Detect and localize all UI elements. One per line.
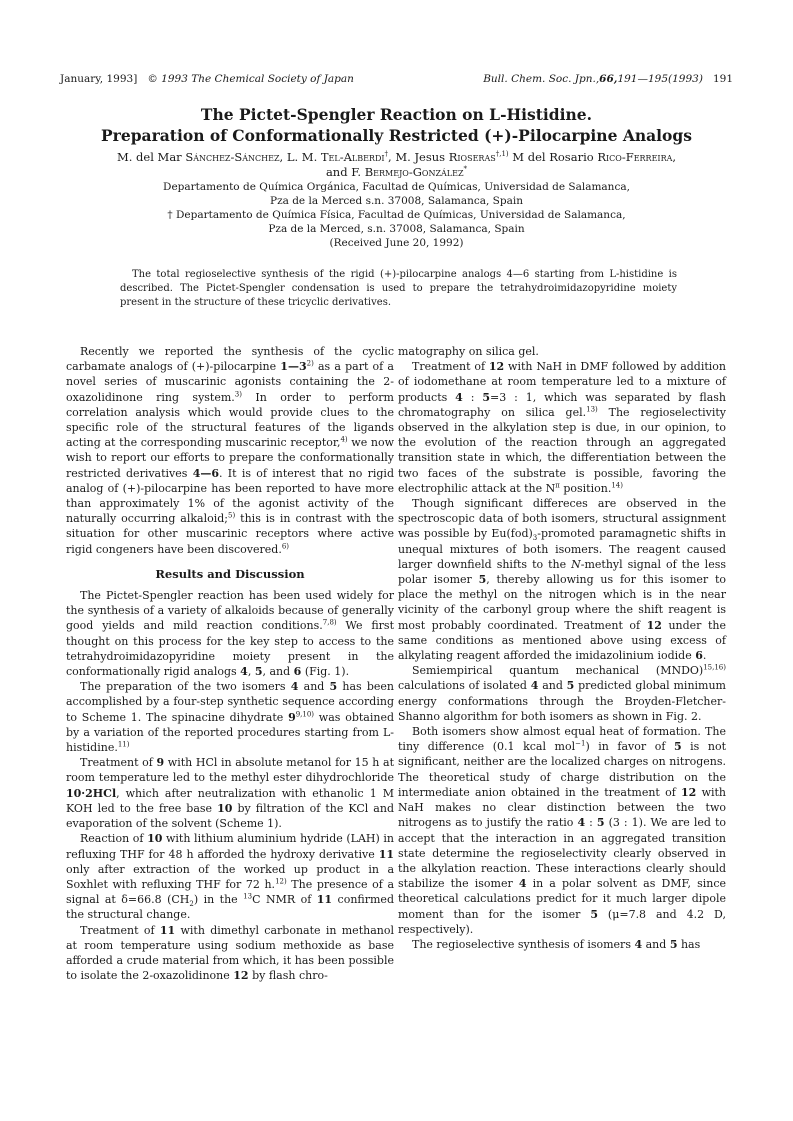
journal-name: Bull. Chem. Soc. Jpn., (483, 73, 600, 85)
running-header (60, 72, 733, 86)
affiliation-line: Pza de la Merced, s.n. 37008, Salamanca, Spain (268, 223, 525, 235)
issue-date: January, 1993] (60, 73, 138, 85)
title-line-2: Preparation of Conformationally Restricted (+)-Pilocarpine Analogs (101, 126, 692, 145)
page-number: 191 (712, 73, 733, 85)
body-column-left (66, 344, 394, 983)
paragraph: Treatment of 9 with HCl in absolute metanol for 15 h at room temperature led to the methyl ester dihydrochloride 10·2HCl, which after neutralization with ethanolic 1 M KOH led to the free base 10 by filtration of the KCl and evaporation of the solvent (Scheme 1). (66, 756, 395, 831)
author-surname: Rico-Ferreira (597, 150, 673, 164)
affiliation-mark: †,1) (495, 150, 509, 159)
paragraph: Reaction of 10 with lithium aluminium hydride (LAH) in refluxing THF for 48 h afforded the hydroxy derivative 11 only after extraction of the worked up product in a Soxhlet with refluxing THF for 72 h.$^{12)}$ The presence of a signal at δ=66.8 $(CH_2)$ in the $^{13}$C NMR of 11 confirmed the structural change. (66, 832, 394, 922)
title-line-1: The Pictet-Spengler Reaction on L-Histidine. (200, 105, 593, 124)
journal-pages: 191—195(1993) (617, 73, 703, 85)
author-surname: Rioseras (448, 150, 496, 164)
paragraph: The regioselective synthesis of isomers 4 and 5 has (412, 937, 701, 951)
paragraph: Recently we reported the synthesis of the cyclic carbamate analogs of (+)-pilocarpine 1—3$^{2)}$ as a part of a novel series of muscarinic agonists containing the 2-oxazolidinone ring system.$^{3)}$ In order to perform correlation analysis which would provide clues to the specific role of the structural features of the ligands acting at the corresponding muscarinic receptor,$^{4)}$ we now wish to report our efforts to prepare the conformationally restricted derivatives 4—6. It is of interest that no rigid analog of (+)-pilocarpine has been reported to have more than approximately 1% of the agonist activity of the naturally occurring alkaloid;$^{5)}$ this is in contrast with the situation for other muscarinic receptors where active rigid congeners have been discovered.$^{6)}$ (66, 345, 395, 556)
author-surname: Tel-Alberdi (320, 150, 385, 164)
paragraph: The Pictet-Spengler reaction has been used widely for the synthesis of a variety of alkaloids because of generally good yields and mild reaction conditions.$^{7,8)}$ We first thought on this process for the key step to access to the tetrahydroimidazopyridine moiety present in the conformationally rigid analogs 4, 5, and 6 (Fig. 1). (66, 589, 394, 679)
paragraph: Treatment of 12 with NaH in DMF followed by addition of iodomethane at room temperature led to a mixture of products 4 : 5=3 : 1, which was separated by flash chromatography on silica gel.$^{13)}$ The regioselectivity observed in the alkylation step is due, in our opinion, to the evolution of the reaction through an aggregated transition state in which, the differentiation between the two faces of the substrate is possible, favoring the electrophilic attack at the $N^\pi$ position.$^{14)}$ (398, 360, 727, 495)
title-block (60, 104, 733, 250)
author-line-1: M. del Mar Sánchez-Sánchez, L. M. Tel-Alberdi†, M. Jesus Rioseras$^{\dagger,1)}$ M del Rosario Rico-Ferreira, (116, 150, 677, 164)
affiliations (60, 180, 733, 250)
paragraph: Semiempirical quantum mechanical (MNDO)$^{15,16)}$ calculations of isolated 4 and 5 predicted global minimum energy conformations through the Broyden-Fletcher-Shanno algorithm for both isomers as shown in Fig. 2. (398, 663, 726, 723)
paragraph: Both isomers show almost equal heat of formation. The tiny difference (0.1 kcal mol$^{-1}$) in favor of 5 is not significant, neither are the localized charges on nitrogens. The theoretical study of charge distribution on the intermediate anion obtained in the treatment of 12 with NaH makes no clear distinction between the two nitrogens as to justify the ratio 4 : 5 (3 : 1). We are led to accept that the interaction in an aggregated transition state determine the regioselectivity clearly observed in the alkylation reaction. These interactions clearly should stabilize the isomer 4 in a polar solvent as DMF, since theoretical calculations predict for it much larger dipole moment than for the isomer 5 (μ=7.8 and 4.2 D, respectively). (398, 725, 727, 936)
affiliation-line: Pza de la Merced s.n. 37008, Salamanca, Spain (270, 195, 523, 207)
body-column-right (398, 344, 726, 952)
journal-volume: 66, (599, 73, 618, 85)
author-line-2: and F. Bermejo-González* (325, 165, 468, 179)
received-date: (Received June 20, 1992) (329, 237, 464, 249)
society-credit: 1993 The Chemical Society of Japan (161, 73, 354, 85)
section-heading: Results and Discussion (155, 566, 305, 581)
header-right (483, 72, 733, 86)
paragraph: The preparation of the two isomers 4 and 5 has been accomplished by a four-step synthetic sequence according to Scheme 1. The spinacine dihydrate 9$^{9,10)}$ was obtained by a variation of the reported procedures starting from L-histidine.$^{11)}$ (66, 680, 394, 755)
affiliation-line: Departamento de Química Orgánica, Facultad de Químicas, Universidad de Salamanca, (163, 181, 630, 193)
author-list (60, 150, 733, 180)
paragraph: Treatment of 11 with dimethyl carbonate in methanol at room temperature using sodium methoxide as base afforded a crude material from which, it has been possible to isolate the 2-oxazolidinone 12 by flash chro- (66, 923, 394, 983)
affiliation-mark: † (384, 150, 389, 159)
author-surname: Sánchez-Sánchez (185, 150, 280, 164)
paragraph: Though significant differeces are observed in the spectroscopic data of both isomers, structural assignment was possible by $Eu(fod)_3$-promoted paramagnetic shifts in unequal mixtures of both isomers. The reagent caused larger downfield shifts to the N-methyl signal of the less polar isomer 5, thereby allowing us for this isomer to place the methyl on the nitrogen which is in the near vicinity of the carbonyl group where the shift reagent is most probably coordinated. Treatment of 12 under the same conditions as mentioned above using excess of alkylating reagent afforded the imidazolinium iodide 6. (398, 497, 727, 663)
author-surname: Bermejo-González (364, 165, 464, 179)
paper-title (60, 104, 733, 146)
copyright-symbol: © (147, 73, 158, 85)
abstract: The total regioselective synthesis of the rigid (+)-pilocarpine analogs 4—6 starting from L-histidine is described. The Pictet-Spengler condensation is used to prepare the tetrahydroimidazopyridine moiety present in the structure of these tricyclic derivatives. (120, 269, 677, 308)
corresponding-mark: * (463, 165, 468, 174)
header-left (60, 72, 354, 86)
paragraph: matography on silica gel. (398, 345, 539, 358)
affiliation-line: † Departamento de Química Física, Facultad de Químicas, Universidad de Salamanca, (167, 209, 626, 221)
